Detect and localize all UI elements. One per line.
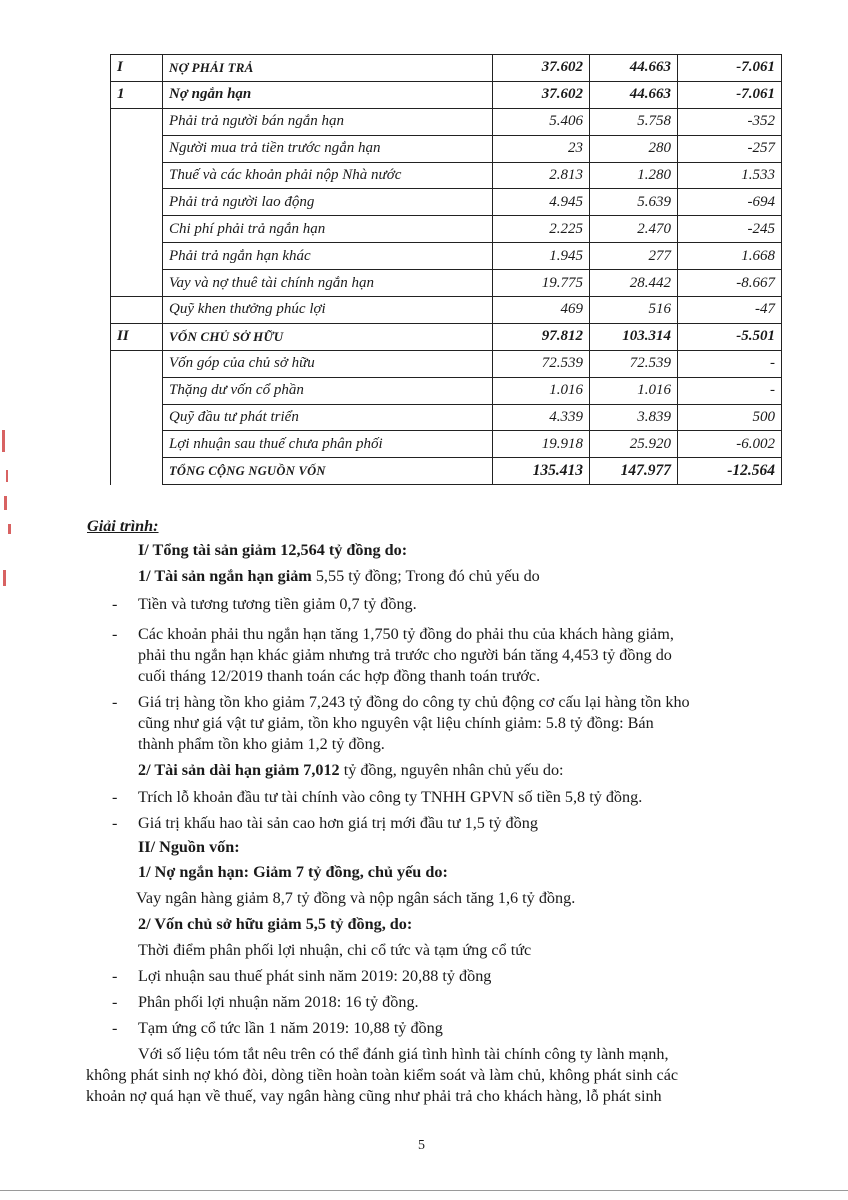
bullet-dash: -	[112, 595, 118, 613]
table-row	[111, 350, 782, 377]
table-row	[111, 431, 782, 458]
value-difference-cell: -6.002	[678, 431, 782, 458]
section-total-assets-title: I/ Tổng tài sản giảm 12,564 tỷ đồng do:	[138, 541, 408, 559]
row-number-cell	[111, 431, 163, 458]
bottom-rule	[0, 1190, 848, 1191]
row-number-cell	[111, 297, 163, 324]
conclusion-paragraph	[86, 1044, 780, 1107]
item-name-cell: NỢ PHẢI TRẢ	[163, 55, 493, 82]
value-difference-cell: -245	[678, 216, 782, 243]
item-name-cell: TỔNG CỘNG NGUỒN VỐN	[163, 458, 493, 485]
table-row	[111, 377, 782, 404]
value-previous-cell: 28.442	[590, 270, 678, 297]
text-line: thành phẩm tồn kho giảm 1,2 tỷ đồng.	[138, 735, 385, 753]
bullet-dash: -	[112, 693, 118, 711]
value-previous-cell: 44.663	[590, 55, 678, 82]
table-row	[111, 81, 782, 108]
value-previous-cell: 516	[590, 297, 678, 324]
row-number-cell: I	[111, 55, 163, 82]
item-name-cell: VỐN CHỦ SỞ HỮU	[163, 323, 493, 350]
item-name-cell: Nợ ngắn hạn	[163, 81, 493, 108]
value-previous-cell: 25.920	[590, 431, 678, 458]
bullet-dash: -	[112, 967, 118, 985]
item-name-cell: Thặng dư vốn cổ phần	[163, 377, 493, 404]
value-previous-cell: 3.839	[590, 404, 678, 431]
bullet-dash: -	[112, 1019, 118, 1037]
value-current-cell: 37.602	[493, 55, 590, 82]
margin-stamp-marks	[0, 430, 22, 590]
bullet-dash: -	[112, 788, 118, 806]
bullet-receivables	[138, 624, 778, 687]
row-number-cell	[111, 189, 163, 216]
item-name-cell: Người mua trả tiền trước ngắn hạn	[163, 135, 493, 162]
text-line: Với số liệu tóm tắt nêu trên có thể đánh giá tình hình tài chính công ty lành mạnh,	[138, 1045, 669, 1063]
value-current-cell: 469	[493, 297, 590, 324]
item-name-cell: Quỹ khen thưởng phúc lợi	[163, 297, 493, 324]
value-current-cell: 97.812	[493, 323, 590, 350]
bullet-cash: Tiền và tương tương tiền giảm 0,7 tỷ đồng.	[138, 595, 417, 613]
value-previous-cell: 1.016	[590, 377, 678, 404]
value-previous-cell: 1.280	[590, 162, 678, 189]
table-row	[111, 108, 782, 135]
bullet-investment-loss: Trích lỗ khoản đầu tư tài chính vào công ty TNHH GPVN số tiền 5,8 tỷ đồng.	[138, 788, 643, 806]
bullet-inventory	[138, 692, 778, 755]
value-previous-cell: 72.539	[590, 350, 678, 377]
section-equity: 2/ Vốn chủ sở hữu giảm 5,5 tỷ đồng, do:	[138, 915, 413, 933]
row-number-cell: 1	[111, 81, 163, 108]
value-difference-cell: -8.667	[678, 270, 782, 297]
section-short-term-assets-rest: 5,55 tỷ đồng; Trong đó chủ yếu do	[311, 567, 540, 585]
row-number-cell	[111, 377, 163, 404]
section-long-term-assets-bold: 2/ Tài sản dài hạn giảm 7,012	[138, 761, 340, 779]
value-previous-cell: 5.758	[590, 108, 678, 135]
table-row	[111, 135, 782, 162]
value-previous-cell: 2.470	[590, 216, 678, 243]
table-row	[111, 55, 782, 82]
value-current-cell: 19.918	[493, 431, 590, 458]
text-line: cũng như giá vật tư giảm, tồn kho nguyên vật liệu chính giảm: 5.8 tỷ đồng: Bán	[138, 714, 654, 732]
value-difference-cell: 1.668	[678, 243, 782, 270]
value-difference-cell: -47	[678, 297, 782, 324]
value-previous-cell: 5.639	[590, 189, 678, 216]
bullet-dash: -	[112, 814, 118, 832]
explanation-heading: Giải trình:	[87, 517, 159, 535]
table-row	[111, 243, 782, 270]
text-line: không phát sinh nợ khó đòi, dòng tiền hoàn toàn kiểm soát và làm chủ, không phát sinh các	[86, 1066, 679, 1084]
text-line: Giá trị hàng tồn kho giảm 7,243 tỷ đồng do công ty chủ động cơ cấu lại hàng tồn kho	[138, 693, 690, 711]
row-number-cell	[111, 404, 163, 431]
table-row	[111, 270, 782, 297]
section-short-term-assets	[138, 566, 540, 587]
page-number: 5	[418, 1138, 425, 1153]
value-current-cell: 4.945	[493, 189, 590, 216]
row-number-cell	[111, 108, 163, 135]
value-difference-cell: -	[678, 377, 782, 404]
value-previous-cell: 277	[590, 243, 678, 270]
table-row	[111, 404, 782, 431]
value-difference-cell: -694	[678, 189, 782, 216]
row-number-cell	[111, 216, 163, 243]
value-difference-cell: -7.061	[678, 81, 782, 108]
value-current-cell: 1.945	[493, 243, 590, 270]
text-line: cuối tháng 12/2019 thanh toán các hợp đồng thanh toán trước.	[138, 667, 541, 685]
row-number-cell	[111, 270, 163, 297]
item-name-cell: Vay và nợ thuê tài chính ngắn hạn	[163, 270, 493, 297]
text-line: khoản nợ quá hạn về thuế, vay ngân hàng cũng như phải trả cho khách hàng, lỗ phát sinh	[86, 1087, 662, 1105]
table-row	[111, 297, 782, 324]
value-previous-cell: 44.663	[590, 81, 678, 108]
value-current-cell: 1.016	[493, 377, 590, 404]
value-current-cell: 4.339	[493, 404, 590, 431]
text-line: phải thu ngắn hạn khác giảm nhưng trả trước cho người bán tăng 4,453 tỷ đồng do	[138, 646, 672, 664]
section-short-term-debt: 1/ Nợ ngắn hạn: Giảm 7 tỷ đồng, chủ yếu do:	[138, 863, 448, 881]
value-difference-cell: -7.061	[678, 55, 782, 82]
value-current-cell: 2.225	[493, 216, 590, 243]
item-name-cell: Chi phí phải trả ngắn hạn	[163, 216, 493, 243]
row-number-cell	[111, 135, 163, 162]
item-name-cell: Vốn góp của chủ sở hữu	[163, 350, 493, 377]
value-current-cell: 72.539	[493, 350, 590, 377]
row-number-cell	[111, 458, 163, 485]
short-term-debt-text: Vay ngân hàng giảm 8,7 tỷ đồng và nộp ngân sách tăng 1,6 tỷ đồng.	[136, 889, 576, 907]
section-short-term-assets-bold: 1/ Tài sản ngắn hạn giảm	[138, 567, 312, 585]
value-current-cell: 135.413	[493, 458, 590, 485]
table-row	[111, 162, 782, 189]
value-difference-cell: -5.501	[678, 323, 782, 350]
table-row	[111, 458, 782, 485]
value-previous-cell: 280	[590, 135, 678, 162]
item-name-cell: Phải trả người lao động	[163, 189, 493, 216]
item-name-cell: Thuế và các khoản phải nộp Nhà nước	[163, 162, 493, 189]
value-current-cell: 2.813	[493, 162, 590, 189]
item-name-cell: Phải trả ngắn hạn khác	[163, 243, 493, 270]
value-difference-cell: 500	[678, 404, 782, 431]
value-difference-cell: -257	[678, 135, 782, 162]
section-long-term-assets	[138, 760, 564, 781]
value-current-cell: 19.775	[493, 270, 590, 297]
value-current-cell: 5.406	[493, 108, 590, 135]
value-current-cell: 23	[493, 135, 590, 162]
value-current-cell: 37.602	[493, 81, 590, 108]
table-row	[111, 189, 782, 216]
bullet-dash: -	[112, 625, 118, 643]
value-difference-cell: 1.533	[678, 162, 782, 189]
row-number-cell	[111, 350, 163, 377]
equity-text: Thời điểm phân phối lợi nhuận, chi cổ tức và tạm ứng cổ tức	[138, 941, 532, 959]
item-name-cell: Lợi nhuận sau thuế chưa phân phối	[163, 431, 493, 458]
value-difference-cell: -352	[678, 108, 782, 135]
liabilities-equity-table	[110, 54, 782, 485]
row-number-cell	[111, 243, 163, 270]
bullet-profit-2019: Lợi nhuận sau thuế phát sinh năm 2019: 20,88 tỷ đồng	[138, 967, 492, 985]
table-row	[111, 323, 782, 350]
table-row	[111, 216, 782, 243]
item-name-cell: Phải trả người bán ngắn hạn	[163, 108, 493, 135]
value-previous-cell: 103.314	[590, 323, 678, 350]
row-number-cell	[111, 162, 163, 189]
section-long-term-assets-rest: tỷ đồng, nguyên nhân chủ yếu do:	[339, 761, 564, 779]
item-name-cell: Quỹ đầu tư phát triển	[163, 404, 493, 431]
bullet-dividend-advance: Tạm ứng cổ tức lần 1 năm 2019: 10,88 tỷ đồng	[138, 1019, 443, 1037]
text-line: Các khoản phải thu ngắn hạn tăng 1,750 tỷ đồng do phải thu của khách hàng giảm,	[138, 625, 674, 643]
value-difference-cell: -	[678, 350, 782, 377]
bullet-profit-distribution-2018: Phân phối lợi nhuận năm 2018: 16 tỷ đồng.	[138, 993, 419, 1011]
bullet-depreciation: Giá trị khấu hao tài sản cao hơn giá trị mới đầu tư 1,5 tỷ đồng	[138, 814, 538, 832]
bullet-dash: -	[112, 993, 118, 1011]
row-number-cell: II	[111, 323, 163, 350]
value-previous-cell: 147.977	[590, 458, 678, 485]
value-difference-cell: -12.564	[678, 458, 782, 485]
section-capital-sources-title: II/ Nguồn vốn:	[138, 838, 240, 856]
